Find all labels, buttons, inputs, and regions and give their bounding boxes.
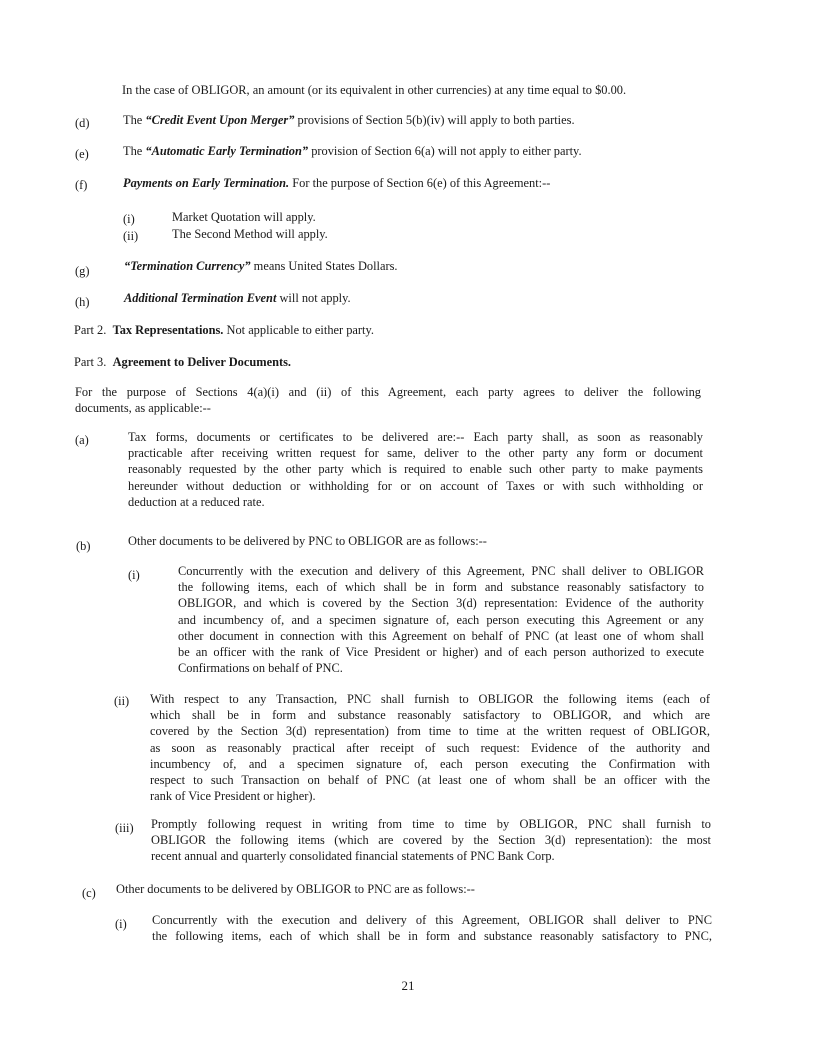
item-label-h: (h): [75, 295, 90, 309]
term-automatic-early-termination: “Automatic Early Termination”: [145, 144, 309, 158]
page-number: 21: [401, 978, 415, 993]
doc-label-c: (c): [82, 886, 96, 900]
doc-label-a: (a): [75, 433, 89, 447]
item-label-e: (e): [75, 147, 89, 161]
doc-label-b: (b): [76, 539, 91, 553]
doc-b-i-paragraph: Concurrently with the execution and delivery of this Agreement, PNC shall deliver to OBLIGOR the following items, each of which shall be in form and substance reasonably satisfactory to OBLIGOR, and which is covered by the Section 3(d) representation: Evidence of the authority and incumbency of, and a specimen signature of, each person executing this Agreement or any other document in connection with this Agreement on behalf of PNC (at least one of whom shall be an officer with the rank of Vice President or higher) and of each person authorized to execute Confirmations on behalf of PNC.: [178, 564, 704, 676]
term-additional-termination-event: Additional Termination Event: [124, 291, 277, 305]
intro-paragraph: For the purpose of Sections 4(a)(i) and (ii) of this Agreement, each party agrees to deliver the following documents, as applicable:--: [75, 385, 701, 416]
doc-b-text: Other documents to be delivered by PNC to OBLIGOR are as follows:--: [128, 534, 487, 548]
item-label-d: (d): [75, 116, 90, 130]
doc-b-iii-paragraph: Promptly following request in writing from time to time by OBLIGOR, PNC shall furnish to OBLIGOR the following items (which are covered by the Section 3(d) representation): the most recent annual and quarterly consolidated financial statements of PNC Bank Corp.: [151, 817, 711, 864]
item-d-text: The “Credit Event Upon Merger” provisions of Section 5(b)(iv) will apply to both parties.: [123, 113, 575, 127]
doc-a-paragraph: Tax forms, documents or certificates to be delivered are:-- Each party shall, as soon as reasonably practicable after receiving written request for same, deliver to the other party any form or document reasonably requested by the other party which is required to enable such other party to make payments hereunder without deduction or withholding for or on account of Taxes or with such withholding or deduction at a reduced rate.: [128, 430, 703, 509]
item-g-text: “Termination Currency” means United States Dollars.: [124, 259, 398, 273]
sub-label: (i): [123, 212, 135, 226]
doc-c-text: Other documents to be delivered by OBLIGOR to PNC are as follows:--: [116, 882, 475, 896]
doc-b-ii-paragraph: With respect to any Transaction, PNC shall furnish to OBLIGOR the following items (each of which shall be in form and substance reasonably satisfactory to OBLIGOR, and which are covered by the Section 3(d) representation) from time to time at the written request of OBLIGOR, as soon as reasonably practical after receipt of such request: Evidence of the authority and incumbency of, and a specimen signature of, each person executing the Confirmation with respect to such Transaction on behalf of PNC (at least one of whom shall be an officer with the rank of Vice President or higher).: [150, 692, 710, 804]
sub-label: (ii): [123, 229, 139, 243]
threshold-amount-line: In the case of OBLIGOR, an amount (or its equivalent in other currencies) at any time equal to $0.00.: [122, 83, 627, 97]
sub-text-second-method: The Second Method will apply.: [172, 227, 328, 241]
sub-label: (i): [128, 568, 140, 582]
sub-text-market-quotation: Market Quotation will apply.: [172, 210, 316, 224]
item-e-text: The “Automatic Early Termination” provision of Section 6(a) will not apply to either party.: [123, 144, 582, 158]
item-h-text: Additional Termination Event will not apply.: [124, 291, 351, 305]
part-2-heading: Part 2. Tax Representations. Not applicable to either party.: [74, 323, 374, 337]
doc-c-i-paragraph: Concurrently with the execution and delivery of this Agreement, OBLIGOR shall deliver to PNC the following items, each of which shall be in form and substance reasonably satisfactory to PNC,: [152, 913, 712, 944]
sub-label: (iii): [115, 821, 134, 835]
sub-label: (ii): [114, 694, 130, 708]
part-3-heading: Part 3. Agreement to Deliver Documents.: [74, 355, 292, 369]
item-f-text: Payments on Early Termination. For the purpose of Section 6(e) of this Agreement:--: [123, 176, 551, 190]
term-payments-early-termination: Payments on Early Termination.: [123, 176, 290, 190]
term-termination-currency: “Termination Currency”: [124, 259, 251, 273]
item-label-f: (f): [75, 178, 88, 192]
sub-label: (i): [115, 917, 127, 931]
item-label-g: (g): [75, 264, 90, 278]
term-credit-event: “Credit Event Upon Merger”: [145, 113, 295, 127]
